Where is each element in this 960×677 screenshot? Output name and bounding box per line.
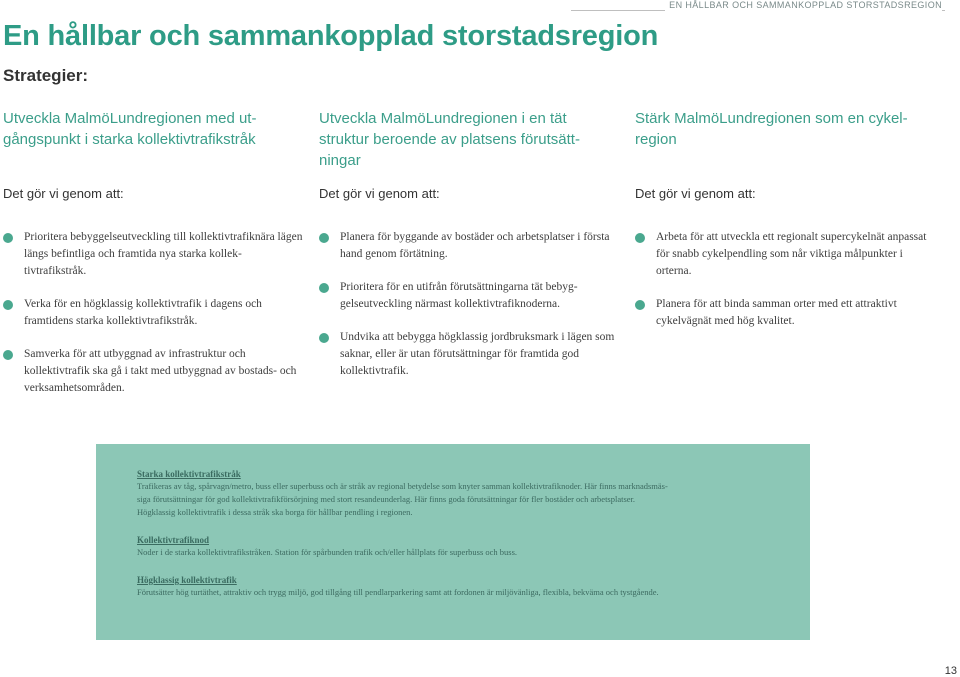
strategy-bullet xyxy=(319,329,619,380)
bullet-dot-icon xyxy=(319,333,329,343)
bullet-text: Prioritera bebyggelseutveckling till kollektivtrafiknära lägen längs befintliga och framtida nya starka kollek-tivtrafikstråk. xyxy=(24,231,303,277)
definition-block xyxy=(137,534,797,559)
definition-block xyxy=(137,574,797,599)
definitions-box xyxy=(96,444,810,640)
bullet-text: Samverka för att utbyggnad av infrastruktur och kollektivtrafik ska gå i takt med utbyggnad av bostads- och verksamhetsområden. xyxy=(24,348,297,394)
definition-line: siga förutsättningar för god kollektivtrafikförsörjning med stort resandeunderlag. Här finns goda förutsättningar för fler bostäder och arbetsplatser. xyxy=(137,494,636,504)
strategy-bullet-list xyxy=(319,229,619,380)
bullet-text: Prioritera för en utifrån förutsättningarna tät bebyg-gelseutveckling närmast kollektivtrafiknoderna. xyxy=(340,281,578,310)
definition-term: Högklassig kollektivtrafik xyxy=(137,575,237,585)
page-title: En hållbar och sammankopplad storstadsregion xyxy=(3,20,659,52)
strategy-bullet xyxy=(3,296,303,330)
definition-line: Noder i de starka kollektivtrafikstråken. Station för spårbunden trafik och/eller hållplats för superbuss och buss. xyxy=(137,547,518,557)
definition-block xyxy=(137,468,797,519)
strategy-bullet xyxy=(635,296,935,330)
strategy-intro: Det gör vi genom att: xyxy=(635,186,756,201)
strategy-intro: Det gör vi genom att: xyxy=(319,186,440,201)
definition-line: Högklassig kollektivtrafik i dessa stråk ska borga för hållbar pendling i regionen. xyxy=(137,507,413,517)
strategy-column-1 xyxy=(3,108,303,413)
bullet-dot-icon xyxy=(3,350,13,360)
definition-line: Trafikeras av tåg, spårvagn/metro, buss eller superbuss och är stråk av regional betydelse som knyter samman kollektivtrafiknoder. Här finns marknadsmäs- xyxy=(137,481,668,491)
strategy-heading: Utveckla MalmöLundregionen med ut- gångspunkt i starka kollektivtrafikstråk xyxy=(3,110,257,148)
bullet-dot-icon xyxy=(635,300,645,310)
strategies-label: Strategier: xyxy=(3,66,89,85)
bullet-text: Verka för en högklassig kollektivtrafik i dagens och framtidens starka kollektivtrafikstråk. xyxy=(24,298,262,327)
definition-term: Starka kollektivtrafikstråk xyxy=(137,469,241,479)
strategy-bullet xyxy=(635,229,935,280)
definition-line: Förutsätter hög turtäthet, attraktiv och trygg miljö, god tillgång till pendlarparkering samt att fordonen är miljövänliga, flexibla, bekväma och tystgående. xyxy=(137,587,659,597)
page-number: 13 xyxy=(944,665,957,677)
strategy-heading: Utveckla MalmöLundregionen i en tät struktur beroende av platsens förutsätt- ningar xyxy=(319,110,580,169)
strategy-column-2 xyxy=(319,108,619,396)
bullet-text: Planera för att binda samman orter med ett attraktivt cykelvägnät med hög kvalitet. xyxy=(656,298,897,327)
strategy-bullet xyxy=(3,346,303,397)
strategy-intro: Det gör vi genom att: xyxy=(3,186,124,201)
strategy-heading: Stärk MalmöLundregionen som en cykel- region xyxy=(635,110,908,148)
strategy-bullet-list xyxy=(635,229,935,330)
strategy-bullet xyxy=(319,229,619,263)
bullet-dot-icon xyxy=(319,233,329,243)
definition-term: Kollektivtrafiknod xyxy=(137,535,210,545)
running-header: EN HÅLLBAR OCH SAMMANKOPPLAD STORSTADSREGION xyxy=(665,0,942,11)
bullet-dot-icon xyxy=(319,283,329,293)
strategy-column-3 xyxy=(635,108,935,346)
bullet-text: Planera för byggande av bostäder och arbetsplatser i första hand genom förtätning. xyxy=(340,231,610,260)
bullet-dot-icon xyxy=(3,233,13,243)
strategy-bullet xyxy=(3,229,303,280)
strategy-bullet xyxy=(319,279,619,313)
bullet-text: Undvika att bebygga högklassig jordbruksmark i lägen som saknar, eller är utan förutsättningar för framtida god kollektivtrafik. xyxy=(340,331,615,377)
strategy-bullet-list xyxy=(3,229,303,397)
bullet-dot-icon xyxy=(3,300,13,310)
bullet-dot-icon xyxy=(635,233,645,243)
bullet-text: Arbeta för att utveckla ett regionalt supercykelnät anpassat för snabb cykelpendling som når viktiga målpunkter i orterna. xyxy=(656,231,927,277)
definitions-content xyxy=(137,468,797,614)
